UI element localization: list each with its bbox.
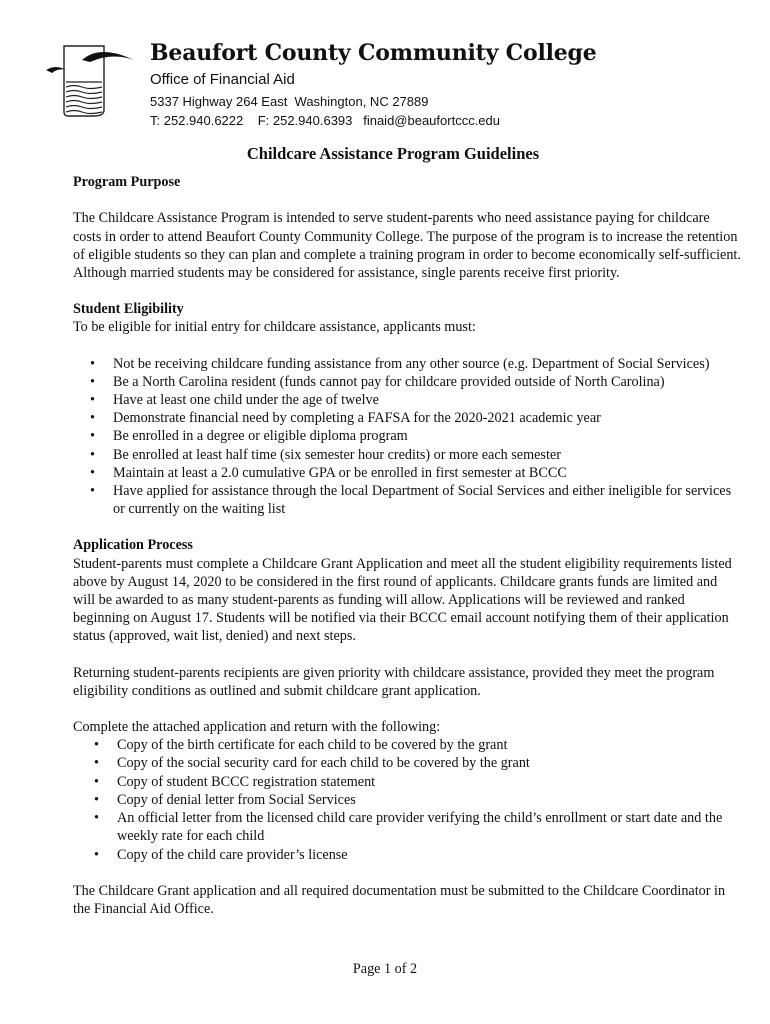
eligibility-heading: Student Eligibility [73, 301, 184, 318]
purpose-text: The Childcare Assistance Program is intended to serve student-parents who need assistance paying for childcare costs in order to attend Beaufort County Community College. The purpose of the program is to increase the retention of eligible students so they can plan and complete a training program in order to become economically self-sufficient. Although married students may be considered for assistance, single parents receive first priority. [73, 210, 741, 282]
list-item: • Have at least one child under the age of twelve [73, 391, 741, 409]
page-title: Childcare Assistance Program Guidelines [246, 144, 540, 163]
application-paragraph-4: The Childcare Grant application and all required documentation must be submitted to the Childcare Coordinator in the Financial Aid Office. [73, 882, 726, 917]
list-item: • An official letter from the licensed child care provider verifying the child’s enrollment or start date and the weekly rate for each child [73, 809, 741, 845]
document-body [73, 145, 741, 918]
college-logo-icon [42, 40, 142, 120]
application-paragraph-3: Complete the attached application and return with the following: [73, 719, 441, 736]
list-item: • Copy of the child care provider’s license [73, 846, 741, 864]
office-contact: T: 252.940.6222 F: 252.940.6393 finaid@beaufortccc.edu [150, 113, 500, 128]
list-item: • Not be receiving childcare funding assistance from any other source (e.g. Department of Social Services) [73, 355, 741, 373]
list-item: • Copy of the birth certificate for each child to be covered by the grant [73, 736, 741, 754]
documents-list [73, 736, 741, 863]
page-number: Page 1 of 2 [352, 961, 418, 977]
list-item: • Be enrolled at least half time (six semester hour credits) or more each semester [73, 446, 741, 464]
college-name: Beaufort County Community College [150, 40, 597, 66]
list-item: • Be enrolled in a degree or eligible diploma program [73, 427, 741, 445]
list-item: • Be a North Carolina resident (funds cannot pay for childcare provided outside of North Carolina) [73, 373, 741, 391]
list-item: • Copy of the social security card for each child to be covered by the grant [73, 754, 741, 772]
purpose-heading: Program Purpose [73, 174, 181, 191]
eligibility-list [73, 355, 741, 519]
list-item: • Have applied for assistance through the local Department of Social Services and either ineligible for services or currently on the waiting list [73, 482, 741, 518]
application-heading: Application Process [73, 537, 193, 554]
list-item: • Copy of student BCCC registration statement [73, 773, 741, 791]
letterhead [42, 38, 722, 133]
list-item: • Maintain at least a 2.0 cumulative GPA or be enrolled in first semester at BCCC [73, 464, 741, 482]
list-item: • Copy of denial letter from Social Services [73, 791, 741, 809]
application-paragraph-1: Student-parents must complete a Childcare Grant Application and meet all the student eligibility requirements listed above by August 14, 2020 to be considered in the first round of applicants. Childcare grants funds are limited and will be awarded to as many student-parents as funding will allow. Applications will be reviewed and ranked beginning on August 17. Students will be notified via their BCCC email account notifying them of their application status (approved, wait list, denied) and next steps. [73, 555, 732, 645]
office-name: Office of Financial Aid [150, 71, 295, 88]
list-item: • Demonstrate financial need by completing a FAFSA for the 2020-2021 academic year [73, 409, 741, 427]
eligibility-intro: To be eligible for initial entry for childcare assistance, applicants must: [73, 319, 476, 336]
office-address: 5337 Highway 264 East Washington, NC 27889 [150, 94, 429, 109]
application-paragraph-2: Returning student-parents recipients are given priority with childcare assistance, provided they meet the program eligibility conditions as outlined and submit childcare grant application. [73, 664, 715, 699]
